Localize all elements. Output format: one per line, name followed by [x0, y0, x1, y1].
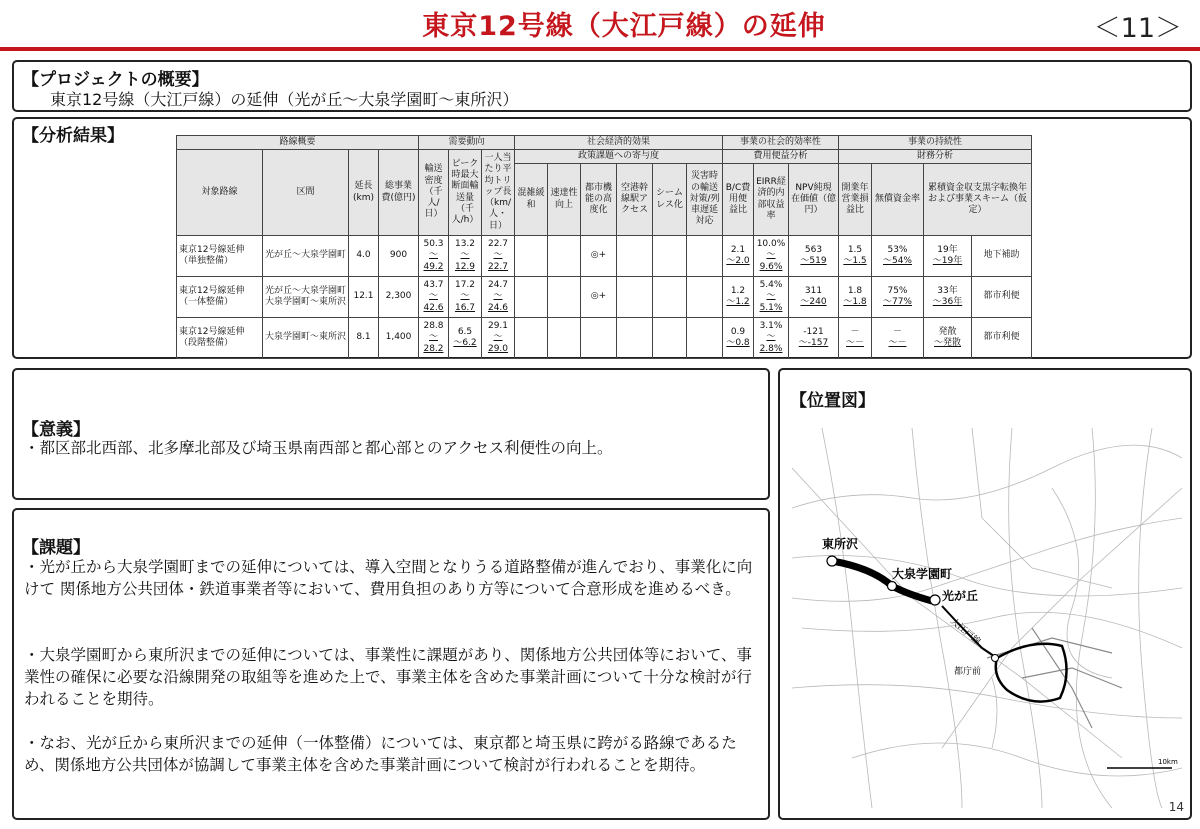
cell-opratio: [839, 236, 872, 277]
cell-npv-range: ～240: [800, 297, 827, 307]
issue-paragraph-3: ・なお、光が丘から東所沢までの延伸（一体整備）については、東京都と埼玉県に跨がる路線であるため、関係地方公共団体が協調して事業主体を含めた事業計画について検討が行われることを期待。: [24, 734, 737, 774]
cell-cost: 900: [389, 250, 408, 261]
cell-airport: [617, 318, 653, 359]
cell-npv: 563: [804, 244, 823, 255]
page-number: 14: [1168, 800, 1184, 814]
cell-section: [263, 277, 349, 318]
cell-section: [263, 318, 349, 359]
cell-npv-range: ～519: [800, 256, 827, 266]
cell-urban: [581, 277, 617, 318]
cell-eirr-range: ～5.1%: [759, 291, 783, 313]
cell-urban: ◎+: [590, 291, 607, 302]
cell-opratio: 1.8: [847, 285, 863, 296]
cell-opratio: [839, 318, 872, 359]
cell-scheme: [972, 236, 1032, 277]
cell-eirr-range: ～2.8%: [759, 332, 783, 354]
cell-year-range: ～36年: [932, 297, 963, 307]
col-speed: 速達性向上: [548, 164, 581, 236]
cell-airport: [617, 236, 653, 277]
cell-grant-range: ～54%: [882, 256, 912, 266]
issues-box: [12, 508, 770, 820]
col-cost: 総事業費(億円): [379, 150, 419, 236]
cell-density: 28.8: [423, 321, 444, 332]
cell-speed: [548, 318, 581, 359]
analysis-table: [176, 135, 1032, 359]
issue-paragraph-2: ・大泉学園町から東所沢までの延伸については、事業性に課題があり、関係地方公共団体等において、事業性の確保に必要な沿線開発の取組等を進めた上で、事業主体を含めた事業計画について十分な検討が行われることを期待。: [24, 646, 752, 708]
cell-bc-range: ～0.8: [726, 338, 750, 348]
col-route: 対象路線: [177, 150, 263, 236]
cell-peak: [449, 236, 482, 277]
cell-peak: 17.2: [454, 280, 476, 291]
cell-disaster: [687, 236, 723, 277]
cell-length: 12.1: [353, 291, 374, 302]
cell-density: [419, 318, 449, 359]
cell-airport: [617, 277, 653, 318]
cell-trip: [482, 236, 515, 277]
cell-route-name-range: （単独整備）: [179, 256, 234, 266]
label-tochomae: 都庁前: [954, 667, 982, 677]
cell-eirr-range: ～9.6%: [759, 250, 783, 272]
cell-peak: 13.2: [454, 239, 476, 250]
cell-grant-range: ～77%: [882, 297, 912, 307]
location-map-box: [778, 368, 1192, 820]
cell-section: 光が丘～大泉学園町: [265, 250, 347, 261]
cell-npv: [789, 236, 839, 277]
label-higashi-tokorozawa: 東所沢: [822, 537, 859, 551]
cell-grant-range: ～－: [888, 338, 907, 348]
cell-route-name-range: （段階整備）: [179, 338, 234, 348]
significance-box: [12, 368, 770, 500]
cell-bc: [723, 236, 754, 277]
cell-density-range: ～28.2: [423, 332, 444, 354]
col-airport: 空港幹線駅アクセス: [617, 164, 653, 236]
cell-npv-range: ～-157: [798, 338, 829, 348]
cell-length: 8.1: [356, 332, 371, 343]
cell-scheme: 都市利便: [983, 332, 1020, 343]
group-socioeconomic: 社会経済的効果: [515, 136, 723, 150]
cell-grant: [872, 236, 924, 277]
col-congestion: 混雑緩和: [515, 164, 548, 236]
significance-text: ・都区部北西部、北多摩北部及び埼玉県南西部と都心部とのアクセス利便性の向上。: [24, 439, 613, 457]
cell-trip-range: ～24.6: [487, 291, 509, 313]
cell-eirr: 10.0%: [756, 239, 786, 250]
cell-bc-range: ～2.0: [726, 256, 750, 266]
cell-scheme: 都市利便: [983, 291, 1020, 302]
cell-length: 4.0: [356, 250, 371, 261]
col-bc: B/C費用便益比: [723, 164, 754, 236]
cell-route-name: 東京12号線延伸: [179, 285, 245, 296]
cell-disaster: [687, 277, 723, 318]
cell-route-name: [177, 318, 263, 359]
col-opratio: 開業年営業損益比: [839, 164, 872, 236]
cell-grant: －: [892, 326, 902, 337]
cell-trip-range: ～22.7: [487, 250, 509, 272]
cell-grant: [872, 318, 924, 359]
project-overview-box: [12, 60, 1192, 112]
cell-peak: [449, 277, 482, 318]
cell-speed: [548, 277, 581, 318]
cell-year: 33年: [937, 285, 958, 296]
group-sustainability: 事業の持続性: [839, 136, 1032, 150]
cell-cost: [379, 277, 419, 318]
col-peak: ピーク時最大断面輸送量（千人/h）: [449, 150, 482, 236]
col-urban: 都市機能の高度化: [581, 164, 617, 236]
cell-eirr: 3.1%: [759, 321, 783, 332]
cell-year: 発散: [938, 326, 957, 337]
cell-peak: [449, 318, 482, 359]
scale-label: 10km: [1158, 758, 1178, 766]
col-disaster: 災害時の輸送対策/列車遅延対応: [687, 164, 723, 236]
cell-peak-range: ～12.9: [454, 250, 476, 272]
cell-bc: 1.2: [730, 285, 746, 296]
col-length: 延長(km): [349, 150, 379, 236]
significance-heading: 【意義】: [22, 420, 90, 440]
cell-length: [349, 277, 379, 318]
cell-cost: [379, 236, 419, 277]
cell-route-name: [177, 236, 263, 277]
cell-cost: 1,400: [385, 332, 412, 343]
map-heading: 【位置図】: [790, 391, 875, 411]
cell-congestion: [515, 236, 548, 277]
cell-year: [924, 236, 972, 277]
cell-trip: 29.1: [487, 321, 509, 332]
issues-heading: 【課題】: [22, 538, 90, 558]
cell-year: 19年: [937, 244, 958, 255]
table-row: [177, 277, 1032, 318]
cell-opratio-range: ～1.8: [843, 297, 867, 307]
project-heading: 【プロジェクトの概要】: [22, 70, 209, 90]
col-density: 輸送密度（千人/日）: [419, 150, 449, 236]
col-section: 区間: [263, 150, 349, 236]
cell-section: 光が丘～大泉学園町: [265, 285, 347, 296]
title-divider: [0, 47, 1200, 51]
group-route-overview: 路線概要: [177, 136, 419, 150]
subgroup-cba: 費用便益分析: [723, 150, 839, 164]
cell-npv: 311: [804, 285, 823, 296]
col-trip: 一人当たり平均トリップ長（km/人・日）: [482, 150, 515, 236]
cell-length: [349, 236, 379, 277]
cell-cost: 2,300: [385, 291, 412, 302]
cell-grant: [872, 277, 924, 318]
cell-urban: [581, 318, 617, 359]
cell-opratio-range: ～－: [845, 338, 864, 348]
cell-density-range: ～42.6: [423, 291, 444, 313]
cell-year-range: ～19年: [932, 256, 963, 266]
cell-disaster: [687, 318, 723, 359]
col-grant: 無償資金率: [872, 164, 924, 236]
cell-opratio: [839, 277, 872, 318]
cell-trip: [482, 277, 515, 318]
cell-route-name-range: （一体整備）: [179, 297, 234, 307]
col-npv: NPV純現在価値（億円）: [789, 164, 839, 236]
col-eirr: EIRR経済的内部収益率: [754, 164, 789, 236]
table-row: [177, 318, 1032, 359]
cell-peak-range: ～6.2: [453, 338, 477, 348]
subgroup-policy: 政策課題への寄与度: [515, 150, 723, 164]
cell-grant: 53%: [887, 244, 908, 255]
cell-section-range: 大泉学園町～東所沢: [265, 297, 347, 307]
cell-trip: [482, 318, 515, 359]
cell-trip: 22.7: [487, 239, 509, 250]
cell-seamless: [653, 236, 687, 277]
issue-paragraph-1: ・光が丘から大泉学園町までの延伸については、導入空間となりうる道路整備が進んでおり、事業化に向けて 関係地方公共団体・鉄道事業者等において、費用負担のあり方等について合意形成を進めるべき。: [24, 558, 753, 598]
cell-peak-range: ～16.7: [454, 291, 476, 313]
cell-cost: [379, 318, 419, 359]
cell-density-range: ～49.2: [423, 250, 444, 272]
cell-opratio: －: [850, 326, 860, 337]
cell-eirr: [754, 277, 789, 318]
cell-grant: 75%: [887, 285, 908, 296]
cell-bc: 2.1: [730, 244, 746, 255]
cell-year-range: ～発散: [933, 338, 961, 348]
cell-year: [924, 277, 972, 318]
cell-seamless: [653, 318, 687, 359]
cell-density: 43.7: [423, 280, 444, 291]
cell-congestion: [515, 277, 548, 318]
col-cumulative: 累積資金収支黒字転換年および事業スキーム（仮定）: [924, 164, 1032, 236]
cell-trip-range: ～29.0: [487, 332, 509, 354]
table-row: [177, 236, 1032, 277]
cell-npv: -121: [803, 326, 824, 337]
analysis-box: [12, 117, 1192, 359]
page-title: 東京12号線（大江戸線）の延伸: [422, 11, 826, 42]
cell-bc: [723, 318, 754, 359]
cell-length: [349, 318, 379, 359]
cell-density: 50.3: [423, 239, 444, 250]
subgroup-finance: 財務分析: [839, 150, 1032, 164]
cell-urban: [581, 236, 617, 277]
label-oedo-line: 大江戸線: [948, 616, 983, 648]
cell-eirr: 5.4%: [759, 280, 783, 291]
cell-section: 大泉学園町～東所沢: [265, 332, 347, 343]
cell-npv: [789, 277, 839, 318]
analysis-heading: 【分析結果】: [22, 126, 124, 146]
col-seamless: シームレス化: [653, 164, 687, 236]
cell-route-name: [177, 277, 263, 318]
cell-route-name: 東京12号線延伸: [179, 244, 245, 255]
cell-peak: 6.5: [457, 326, 473, 337]
page-badge: ＜11＞: [1093, 13, 1182, 44]
cell-bc-range: ～1.2: [726, 297, 750, 307]
cell-density: [419, 277, 449, 318]
cell-density: [419, 236, 449, 277]
project-description: 東京12号線（大江戸線）の延伸（光が丘～大泉学園町～東所沢）: [50, 90, 519, 109]
cell-seamless: [653, 277, 687, 318]
cell-scheme: 地下補助: [983, 250, 1020, 261]
cell-scheme: [972, 318, 1032, 359]
cell-year: [924, 318, 972, 359]
cell-section: [263, 236, 349, 277]
cell-route-name: 東京12号線延伸: [179, 326, 245, 337]
cell-opratio: 1.5: [847, 244, 863, 255]
cell-opratio-range: ～1.5: [843, 256, 867, 266]
cell-congestion: [515, 318, 548, 359]
cell-speed: [548, 236, 581, 277]
cell-trip: 24.7: [487, 280, 509, 291]
cell-bc: 0.9: [730, 326, 746, 337]
cell-urban: ◎+: [590, 250, 607, 261]
label-oizumi-gakuen: 大泉学園町: [892, 567, 953, 581]
cell-eirr: [754, 236, 789, 277]
label-hikarigaoka: 光が丘: [942, 589, 979, 603]
group-demand: 需要動向: [419, 136, 515, 150]
location-map: [792, 428, 1182, 808]
cell-npv: [789, 318, 839, 359]
cell-bc: [723, 277, 754, 318]
cell-eirr: [754, 318, 789, 359]
cell-scheme: [972, 277, 1032, 318]
group-efficiency: 事業の社会的効率性: [723, 136, 839, 150]
